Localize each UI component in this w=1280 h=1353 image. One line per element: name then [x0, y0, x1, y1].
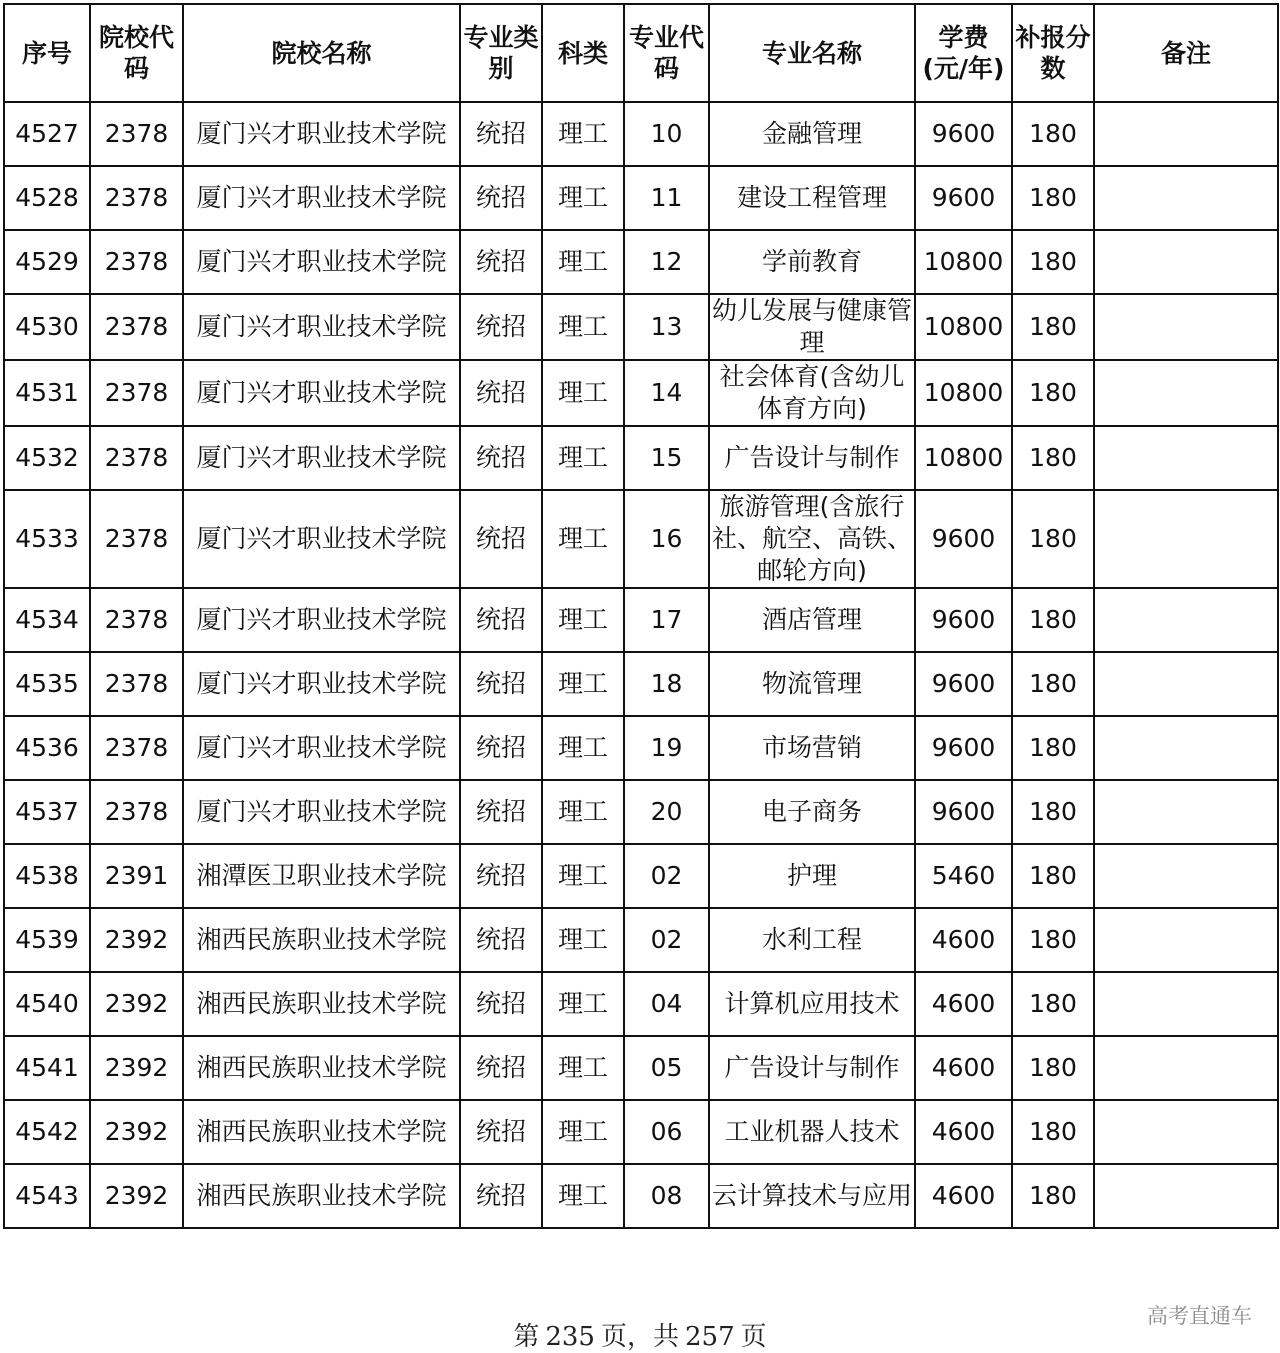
- cell-category: 理工: [542, 1164, 624, 1228]
- cell-remarks: [1094, 908, 1278, 972]
- table-row: [4, 426, 1278, 490]
- cell-category: 理工: [542, 360, 624, 426]
- cell-seq: 4541: [4, 1036, 90, 1100]
- cell-min-score: 180: [1012, 490, 1094, 588]
- cell-remarks: [1094, 1100, 1278, 1164]
- cell-seq: 4534: [4, 588, 90, 652]
- cell-seq: 4529: [4, 230, 90, 294]
- cell-min-score: 180: [1012, 588, 1094, 652]
- table-row: [4, 490, 1278, 588]
- cell-major-code: 18: [624, 652, 709, 716]
- cell-school-name: 湘西民族职业技术学院: [183, 972, 460, 1036]
- cell-min-score: 180: [1012, 294, 1094, 360]
- cell-major-type: 统招: [460, 716, 542, 780]
- cell-category: 理工: [542, 972, 624, 1036]
- cell-major-code: 17: [624, 588, 709, 652]
- cell-tuition: 10800: [915, 230, 1012, 294]
- cell-school-name: 湘西民族职业技术学院: [183, 1164, 460, 1228]
- header-major-type: 专业类别: [460, 4, 542, 102]
- cell-school-code: 2378: [90, 426, 183, 490]
- cell-school-name: 厦门兴才职业技术学院: [183, 780, 460, 844]
- cell-category: 理工: [542, 1036, 624, 1100]
- cell-school-name: 厦门兴才职业技术学院: [183, 230, 460, 294]
- cell-category: 理工: [542, 652, 624, 716]
- cell-major-code: 06: [624, 1100, 709, 1164]
- cell-major-type: 统招: [460, 908, 542, 972]
- cell-min-score: 180: [1012, 166, 1094, 230]
- cell-major-code: 05: [624, 1036, 709, 1100]
- cell-remarks: [1094, 102, 1278, 166]
- cell-major-code: 14: [624, 360, 709, 426]
- header-remarks: 备注: [1094, 4, 1278, 102]
- cell-school-name: 厦门兴才职业技术学院: [183, 294, 460, 360]
- cell-major-type: 统招: [460, 652, 542, 716]
- cell-major-type: 统招: [460, 166, 542, 230]
- cell-tuition: 10800: [915, 294, 1012, 360]
- cell-school-code: 2378: [90, 490, 183, 588]
- table-row: [4, 166, 1278, 230]
- cell-major-name: 物流管理: [709, 652, 915, 716]
- page-total: 257: [685, 1322, 735, 1352]
- cell-major-code: 08: [624, 1164, 709, 1228]
- cell-remarks: [1094, 972, 1278, 1036]
- header-tuition: 学费(元/年): [915, 4, 1012, 102]
- cell-major-type: 统招: [460, 588, 542, 652]
- cell-school-name: 湘西民族职业技术学院: [183, 908, 460, 972]
- cell-tuition: 5460: [915, 844, 1012, 908]
- cell-remarks: [1094, 490, 1278, 588]
- cell-tuition: 9600: [915, 780, 1012, 844]
- cell-school-code: 2392: [90, 1100, 183, 1164]
- cell-category: 理工: [542, 294, 624, 360]
- cell-school-name: 湘西民族职业技术学院: [183, 1100, 460, 1164]
- cell-major-name: 幼儿发展与健康管理: [709, 294, 915, 360]
- cell-school-code: 2378: [90, 102, 183, 166]
- cell-min-score: 180: [1012, 716, 1094, 780]
- cell-tuition: 9600: [915, 652, 1012, 716]
- cell-seq: 4527: [4, 102, 90, 166]
- cell-major-name: 金融管理: [709, 102, 915, 166]
- cell-tuition: 4600: [915, 1164, 1012, 1228]
- cell-remarks: [1094, 1164, 1278, 1228]
- cell-major-name: 建设工程管理: [709, 166, 915, 230]
- cell-seq: 4540: [4, 972, 90, 1036]
- table-row: [4, 102, 1278, 166]
- cell-tuition: 4600: [915, 972, 1012, 1036]
- cell-school-code: 2378: [90, 652, 183, 716]
- header-seq: 序号: [4, 4, 90, 102]
- cell-category: 理工: [542, 102, 624, 166]
- cell-school-name: 厦门兴才职业技术学院: [183, 360, 460, 426]
- table-body: [4, 102, 1278, 1228]
- cell-major-code: 15: [624, 426, 709, 490]
- cell-category: 理工: [542, 426, 624, 490]
- cell-tuition: 9600: [915, 716, 1012, 780]
- cell-min-score: 180: [1012, 426, 1094, 490]
- cell-remarks: [1094, 652, 1278, 716]
- cell-major-name: 旅游管理(含旅行社、航空、高铁、邮轮方向): [709, 490, 915, 588]
- cell-major-type: 统招: [460, 426, 542, 490]
- cell-school-name: 厦门兴才职业技术学院: [183, 588, 460, 652]
- cell-tuition: 4600: [915, 908, 1012, 972]
- cell-school-name: 厦门兴才职业技术学院: [183, 490, 460, 588]
- cell-min-score: 180: [1012, 844, 1094, 908]
- header-min-score: 补报分数: [1012, 4, 1094, 102]
- cell-major-code: 16: [624, 490, 709, 588]
- cell-school-code: 2378: [90, 716, 183, 780]
- table-row: [4, 972, 1278, 1036]
- cell-min-score: 180: [1012, 1036, 1094, 1100]
- cell-seq: 4528: [4, 166, 90, 230]
- cell-major-type: 统招: [460, 360, 542, 426]
- cell-tuition: 9600: [915, 588, 1012, 652]
- cell-remarks: [1094, 844, 1278, 908]
- cell-major-name: 学前教育: [709, 230, 915, 294]
- cell-school-code: 2378: [90, 294, 183, 360]
- cell-min-score: 180: [1012, 102, 1094, 166]
- table-row: [4, 908, 1278, 972]
- cell-major-code: 10: [624, 102, 709, 166]
- cell-category: 理工: [542, 844, 624, 908]
- header-school-code: 院校代码: [90, 4, 183, 102]
- page-current: 235: [545, 1322, 595, 1352]
- cell-min-score: 180: [1012, 908, 1094, 972]
- table-row: [4, 716, 1278, 780]
- table-row: [4, 294, 1278, 360]
- cell-school-code: 2378: [90, 166, 183, 230]
- page-suffix: 页: [740, 1322, 767, 1352]
- table-row: [4, 1100, 1278, 1164]
- cell-category: 理工: [542, 588, 624, 652]
- cell-category: 理工: [542, 908, 624, 972]
- header-category: 科类: [542, 4, 624, 102]
- cell-remarks: [1094, 166, 1278, 230]
- cell-major-code: 11: [624, 166, 709, 230]
- cell-major-code: 02: [624, 844, 709, 908]
- cell-major-code: 20: [624, 780, 709, 844]
- cell-school-name: 厦门兴才职业技术学院: [183, 652, 460, 716]
- header-major-code: 专业代码: [624, 4, 709, 102]
- cell-major-type: 统招: [460, 102, 542, 166]
- cell-major-code: 02: [624, 908, 709, 972]
- table-row: [4, 780, 1278, 844]
- cell-school-code: 2378: [90, 780, 183, 844]
- cell-major-code: 19: [624, 716, 709, 780]
- cell-major-name: 市场营销: [709, 716, 915, 780]
- cell-seq: 4530: [4, 294, 90, 360]
- cell-school-name: 厦门兴才职业技术学院: [183, 166, 460, 230]
- cell-seq: 4543: [4, 1164, 90, 1228]
- page-prefix: 第: [513, 1322, 540, 1352]
- cell-major-type: 统招: [460, 1100, 542, 1164]
- cell-school-code: 2378: [90, 588, 183, 652]
- cell-min-score: 180: [1012, 972, 1094, 1036]
- page-mid: 页，共: [600, 1322, 679, 1352]
- table-row: [4, 1164, 1278, 1228]
- cell-seq: 4539: [4, 908, 90, 972]
- table-row: [4, 1036, 1278, 1100]
- cell-remarks: [1094, 294, 1278, 360]
- cell-major-type: 统招: [460, 1036, 542, 1100]
- header-row: [4, 4, 1278, 102]
- cell-major-name: 广告设计与制作: [709, 426, 915, 490]
- cell-major-type: 统招: [460, 844, 542, 908]
- cell-school-name: 厦门兴才职业技术学院: [183, 102, 460, 166]
- cell-school-code: 2392: [90, 1036, 183, 1100]
- table-row: [4, 652, 1278, 716]
- cell-school-code: 2378: [90, 230, 183, 294]
- cell-category: 理工: [542, 1100, 624, 1164]
- cell-school-name: 厦门兴才职业技术学院: [183, 426, 460, 490]
- cell-remarks: [1094, 360, 1278, 426]
- cell-remarks: [1094, 1036, 1278, 1100]
- cell-category: 理工: [542, 230, 624, 294]
- cell-min-score: 180: [1012, 652, 1094, 716]
- cell-school-name: 湘西民族职业技术学院: [183, 1036, 460, 1100]
- table-row: [4, 360, 1278, 426]
- table-row: [4, 230, 1278, 294]
- cell-category: 理工: [542, 780, 624, 844]
- cell-school-code: 2392: [90, 1164, 183, 1228]
- cell-major-name: 工业机器人技术: [709, 1100, 915, 1164]
- cell-category: 理工: [542, 716, 624, 780]
- cell-tuition: 4600: [915, 1036, 1012, 1100]
- cell-min-score: 180: [1012, 1100, 1094, 1164]
- cell-major-type: 统招: [460, 780, 542, 844]
- cell-min-score: 180: [1012, 360, 1094, 426]
- cell-school-code: 2392: [90, 908, 183, 972]
- cell-major-name: 计算机应用技术: [709, 972, 915, 1036]
- table-row: [4, 588, 1278, 652]
- cell-seq: 4531: [4, 360, 90, 426]
- cell-major-code: 13: [624, 294, 709, 360]
- cell-major-name: 广告设计与制作: [709, 1036, 915, 1100]
- cell-seq: 4536: [4, 716, 90, 780]
- cell-major-name: 酒店管理: [709, 588, 915, 652]
- cell-tuition: 4600: [915, 1100, 1012, 1164]
- cell-remarks: [1094, 716, 1278, 780]
- header-school-name: 院校名称: [183, 4, 460, 102]
- table-row: [4, 844, 1278, 908]
- header-major-name: 专业名称: [709, 4, 915, 102]
- cell-seq: 4533: [4, 490, 90, 588]
- cell-seq: 4535: [4, 652, 90, 716]
- cell-school-name: 湘潭医卫职业技术学院: [183, 844, 460, 908]
- cell-major-name: 电子商务: [709, 780, 915, 844]
- cell-seq: 4542: [4, 1100, 90, 1164]
- cell-tuition: 10800: [915, 360, 1012, 426]
- cell-remarks: [1094, 426, 1278, 490]
- cell-major-type: 统招: [460, 972, 542, 1036]
- cell-seq: 4537: [4, 780, 90, 844]
- cell-major-code: 12: [624, 230, 709, 294]
- cell-seq: 4538: [4, 844, 90, 908]
- cell-major-type: 统招: [460, 1164, 542, 1228]
- cell-major-type: 统招: [460, 230, 542, 294]
- cell-min-score: 180: [1012, 230, 1094, 294]
- watermark: 高考直通车: [1147, 1304, 1252, 1328]
- cell-major-code: 04: [624, 972, 709, 1036]
- cell-tuition: 9600: [915, 166, 1012, 230]
- cell-major-name: 云计算技术与应用: [709, 1164, 915, 1228]
- cell-tuition: 10800: [915, 426, 1012, 490]
- cell-category: 理工: [542, 166, 624, 230]
- cell-remarks: [1094, 588, 1278, 652]
- cell-school-name: 厦门兴才职业技术学院: [183, 716, 460, 780]
- cell-school-code: 2391: [90, 844, 183, 908]
- cell-major-type: 统招: [460, 294, 542, 360]
- cell-major-name: 水利工程: [709, 908, 915, 972]
- cell-remarks: [1094, 780, 1278, 844]
- cell-tuition: 9600: [915, 490, 1012, 588]
- cell-min-score: 180: [1012, 780, 1094, 844]
- cell-major-type: 统招: [460, 490, 542, 588]
- cell-min-score: 180: [1012, 1164, 1094, 1228]
- cell-major-name: 护理: [709, 844, 915, 908]
- cell-school-code: 2392: [90, 972, 183, 1036]
- admissions-table: [3, 3, 1279, 1229]
- cell-school-code: 2378: [90, 360, 183, 426]
- cell-major-name: 社会体育(含幼儿体育方向): [709, 360, 915, 426]
- cell-tuition: 9600: [915, 102, 1012, 166]
- cell-category: 理工: [542, 490, 624, 588]
- cell-remarks: [1094, 230, 1278, 294]
- cell-seq: 4532: [4, 426, 90, 490]
- page-footer: [0, 1316, 1280, 1353]
